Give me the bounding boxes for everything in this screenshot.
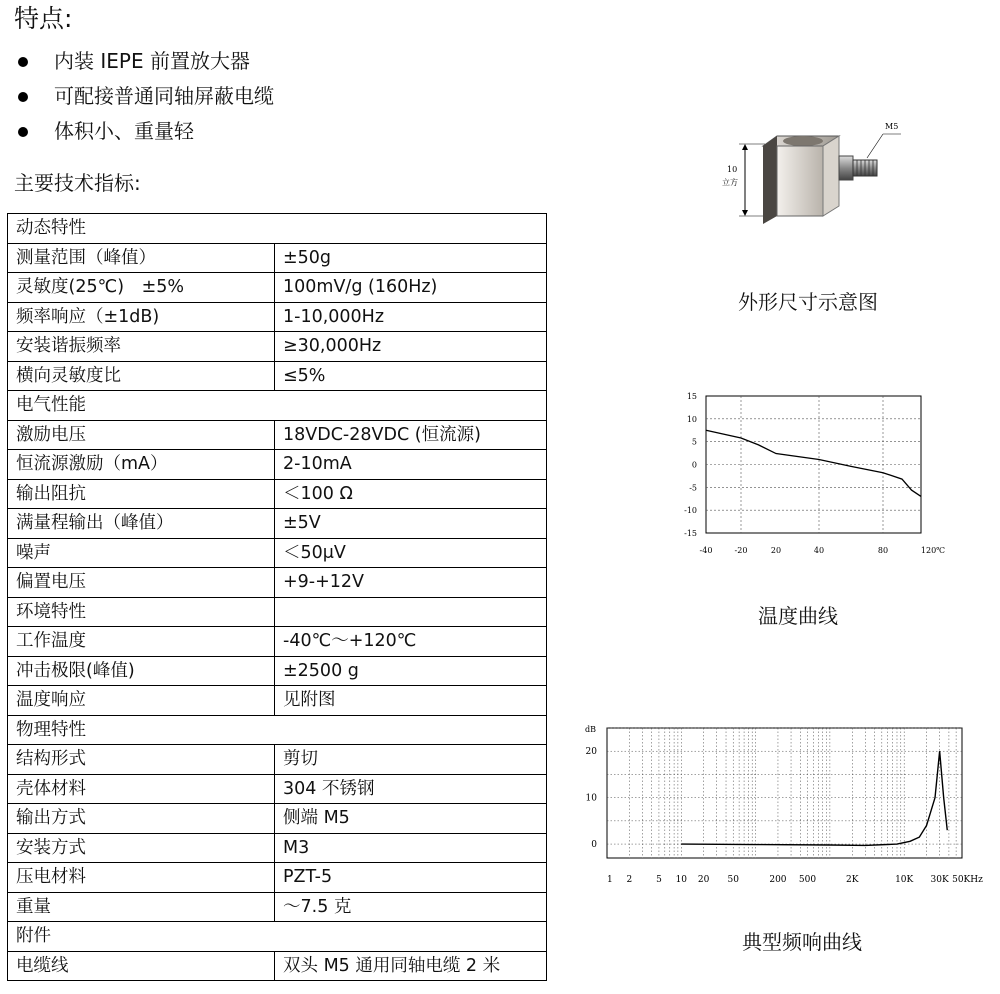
table-row	[8, 391, 547, 421]
sensor-front-face	[777, 146, 823, 216]
x-tick-label: 80	[877, 546, 889, 555]
y-tick-label: -10	[684, 506, 697, 516]
feature-item: 体积小、重量轻	[14, 114, 274, 149]
table-row	[8, 361, 547, 391]
feature-list	[14, 44, 274, 149]
spec-label: 输出方式	[8, 804, 275, 834]
bullet-icon	[18, 92, 28, 102]
x-tick-label: 1	[607, 875, 613, 885]
spec-label: 横向灵敏度比	[8, 361, 275, 391]
y-tick-label: 5	[691, 437, 697, 447]
bullet-icon	[18, 127, 28, 137]
dimension-unit: 立方	[722, 178, 738, 187]
section-header: 附件	[8, 922, 547, 952]
spec-label: 输出阻抗	[8, 479, 275, 509]
y-tick-label: 10	[686, 414, 697, 424]
hex-nut	[839, 156, 853, 180]
spec-value: ±2500 g	[275, 656, 547, 686]
arrow-icon	[742, 210, 748, 216]
table-row	[8, 745, 547, 775]
dimension-value: 10	[727, 165, 738, 174]
sensor-outline-figure	[715, 112, 905, 230]
table-row	[8, 686, 547, 716]
spec-label: 灵敏度(25℃) ±5%	[8, 273, 275, 303]
table-row	[8, 302, 547, 332]
spec-label: 恒流源激励（mA）	[8, 450, 275, 480]
outline-caption: 外形尺寸示意图	[738, 290, 878, 314]
spec-value: ＜100 Ω	[275, 479, 547, 509]
spec-label: 温度响应	[8, 686, 275, 716]
x-tick-label: 5	[656, 875, 662, 885]
x-tick-label: 20	[697, 875, 710, 885]
temperature-series-line	[706, 430, 921, 496]
section-header: 电气性能	[8, 391, 547, 421]
table-row	[8, 951, 547, 981]
table-row	[8, 597, 547, 627]
spec-label: 安装方式	[8, 833, 275, 863]
x-tick-label: 500	[798, 875, 817, 885]
spec-label: 测量范围（峰值）	[8, 243, 275, 273]
table-row	[8, 656, 547, 686]
spec-value: 100mV/g (160Hz)	[275, 273, 547, 303]
spec-label: 噪声	[8, 538, 275, 568]
x-tick-label: 30K	[930, 875, 949, 885]
x-tick-label: -20	[734, 546, 748, 555]
table-row	[8, 715, 547, 745]
spec-label: 壳体材料	[8, 774, 275, 804]
frequency-caption: 典型频响曲线	[742, 930, 862, 954]
arrow-icon	[742, 144, 748, 150]
table-row	[8, 538, 547, 568]
spec-value: +9-+12V	[275, 568, 547, 598]
spec-value: 见附图	[275, 686, 547, 716]
x-tick-label: 10	[675, 875, 688, 885]
x-tick-label: -40	[699, 546, 713, 555]
table-row	[8, 479, 547, 509]
spec-value: ≤5%	[275, 361, 547, 391]
spec-label: 频率响应（±1dB)	[8, 302, 275, 332]
table-row	[8, 214, 547, 244]
bullet-icon	[18, 57, 28, 67]
spec-value: 304 不锈钢	[275, 774, 547, 804]
table-row	[8, 804, 547, 834]
table-row	[8, 922, 547, 952]
spec-label: 压电材料	[8, 863, 275, 893]
frequency-chart	[582, 716, 992, 886]
y-tick-label: 15	[686, 392, 697, 401]
spec-value: 1-10,000Hz	[275, 302, 547, 332]
specs-title: 主要技术指标:	[14, 171, 141, 195]
spec-value: 双头 M5 通用同轴电缆 2 米	[275, 951, 547, 981]
table-row	[8, 568, 547, 598]
table-row	[8, 509, 547, 539]
table-row	[8, 627, 547, 657]
y-tick-label: -15	[684, 529, 697, 538]
spec-table	[7, 213, 547, 981]
table-row	[8, 774, 547, 804]
spec-value: ±50g	[275, 243, 547, 273]
x-tick-label: 50KHz	[952, 875, 983, 885]
table-row	[8, 243, 547, 273]
plot-area	[607, 728, 962, 858]
spec-value: 2-10mA	[275, 450, 547, 480]
x-tick-label: 20	[770, 546, 782, 555]
spec-label: 电缆线	[8, 951, 275, 981]
feature-item: 可配接普通同轴屏蔽电缆	[14, 79, 274, 114]
spec-label: 工作温度	[8, 627, 275, 657]
table-row	[8, 863, 547, 893]
spec-label: 重量	[8, 892, 275, 922]
spec-label: 偏置电压	[8, 568, 275, 598]
table-row	[8, 332, 547, 362]
table-row	[8, 450, 547, 480]
spec-value	[275, 597, 547, 627]
spec-label: 环境特性	[8, 597, 275, 627]
temperature-chart	[670, 384, 946, 564]
spec-value: M3	[275, 833, 547, 863]
spec-value: ＜50μV	[275, 538, 547, 568]
spec-value: 侧端 M5	[275, 804, 547, 834]
spec-label: 结构形式	[8, 745, 275, 775]
spec-label: 冲击极限(峰值)	[8, 656, 275, 686]
temperature-caption: 温度曲线	[758, 604, 838, 628]
spec-label: 激励电压	[8, 420, 275, 450]
x-tick-label: 2K	[846, 875, 859, 885]
thread-label: M5	[885, 122, 899, 131]
y-tick-label: 0	[591, 840, 597, 851]
x-tick-label: 50	[727, 875, 739, 885]
sensor-side-face	[763, 136, 777, 224]
y-tick-label: 0	[691, 460, 697, 470]
spec-value: ～7.5 克	[275, 892, 547, 922]
table-row	[8, 892, 547, 922]
y-tick-label: 20	[585, 747, 597, 758]
section-header: 动态特性	[8, 214, 547, 244]
table-row	[8, 420, 547, 450]
spec-value: PZT-5	[275, 863, 547, 893]
spec-value: -40℃～+120℃	[275, 627, 547, 657]
spec-label: 满量程输出（峰值）	[8, 509, 275, 539]
x-tick-label: 40	[813, 546, 825, 555]
frequency-series-line	[681, 751, 947, 845]
y-tick-label: 10	[585, 793, 597, 804]
spec-value: 剪切	[275, 745, 547, 775]
spec-value: 18VDC-28VDC (恒流源)	[275, 420, 547, 450]
y-tick-label: -5	[689, 483, 697, 493]
x-tick-label: 2	[626, 875, 633, 885]
feature-item: 内装 IEPE 前置放大器	[14, 44, 274, 79]
section-header: 物理特性	[8, 715, 547, 745]
x-tick-label: 200	[769, 875, 787, 885]
y-axis-label: dB	[585, 725, 596, 734]
features-title: 特点:	[14, 4, 73, 33]
x-tick-label: 10K	[895, 875, 914, 885]
spec-label: 安装谐振频率	[8, 332, 275, 362]
table-row	[8, 273, 547, 303]
spec-value: ±5V	[275, 509, 547, 539]
x-tick-label: 120℃	[920, 546, 946, 555]
spec-value: ≥30,000Hz	[275, 332, 547, 362]
table-row	[8, 833, 547, 863]
